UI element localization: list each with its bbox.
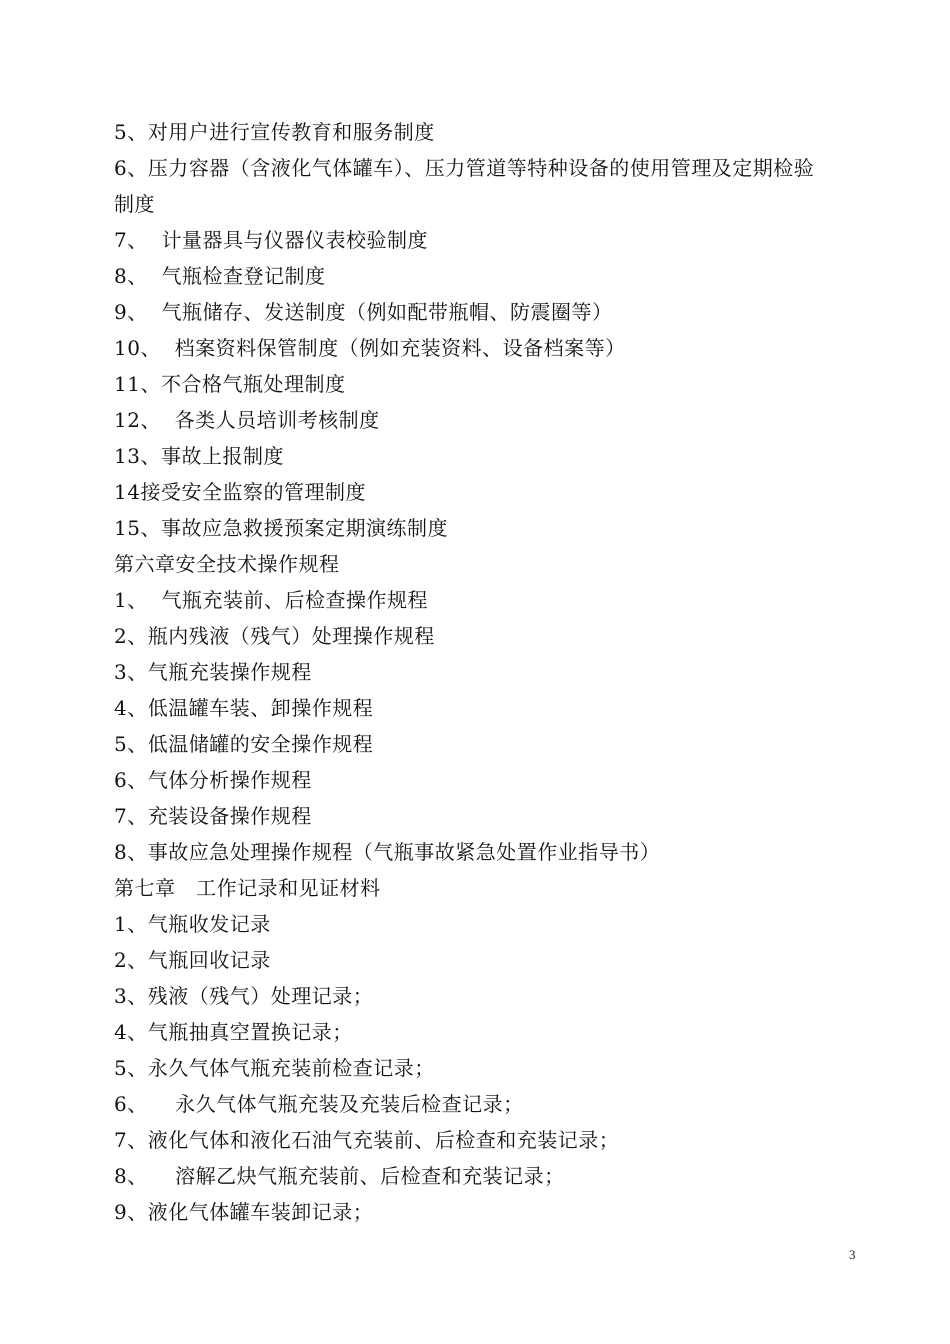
chapter-heading: 第七章 工作记录和见证材料 — [114, 876, 381, 900]
text-line: 4、气瓶抽真空置换记录； — [114, 1020, 353, 1044]
text-line: 12、 各类人员培训考核制度 — [114, 408, 380, 432]
text-line: 8、事故应急处理操作规程（气瓶事故紧急处置作业指导书） — [114, 840, 661, 864]
text-line: 5、低温储罐的安全操作规程 — [114, 732, 374, 756]
text-line: 15、事故应急救援预案定期演练制度 — [114, 516, 448, 540]
chapter-heading: 第六章安全技术操作规程 — [114, 552, 340, 576]
text-line: 10、 档案资料保管制度（例如充装资料、设备档案等） — [114, 336, 626, 360]
text-line: 6、气体分析操作规程 — [114, 768, 312, 792]
text-line: 8、 气瓶检查登记制度 — [114, 264, 326, 288]
text-line: 5、永久气体气瓶充装前检查记录； — [114, 1056, 435, 1080]
text-line: 7、充装设备操作规程 — [114, 804, 312, 828]
text-line: 7、 计量器具与仪器仪表校验制度 — [114, 228, 428, 252]
text-line: 1、气瓶收发记录 — [114, 912, 271, 936]
text-line: 1、 气瓶充装前、后检查操作规程 — [114, 588, 428, 612]
text-line: 5、对用户进行宣传教育和服务制度 — [114, 120, 435, 144]
text-line: 6、 永久气体气瓶充装及充装后检查记录； — [114, 1092, 524, 1116]
text-line: 9、液化气体罐车装卸记录； — [114, 1200, 374, 1224]
text-line: 制度 — [114, 192, 155, 216]
text-line: 2、气瓶回收记录 — [114, 948, 271, 972]
page-number: 3 — [849, 1247, 856, 1262]
text-line: 9、 气瓶储存、发送制度（例如配带瓶帽、防震圈等） — [114, 300, 613, 324]
text-line: 13、事故上报制度 — [114, 444, 284, 468]
text-line: 3、残液（残气）处理记录； — [114, 984, 374, 1008]
text-line: 7、液化气体和液化石油气充装前、后检查和充装记录； — [114, 1128, 620, 1152]
text-line: 14接受安全监察的管理制度 — [114, 480, 366, 504]
text-line: 8、 溶解乙炔气瓶充装前、后检查和充装记录； — [114, 1164, 565, 1188]
text-line: 11、不合格气瓶处理制度 — [114, 372, 346, 396]
text-line: 3、气瓶充装操作规程 — [114, 660, 312, 684]
document-body — [114, 114, 874, 1230]
text-line: 6、压力容器（含液化气体罐车）、压力管道等特种设备的使用管理及定期检验 — [114, 156, 815, 180]
text-line: 4、低温罐车装、卸操作规程 — [114, 696, 374, 720]
text-line: 2、瓶内残液（残气）处理操作规程 — [114, 624, 435, 648]
